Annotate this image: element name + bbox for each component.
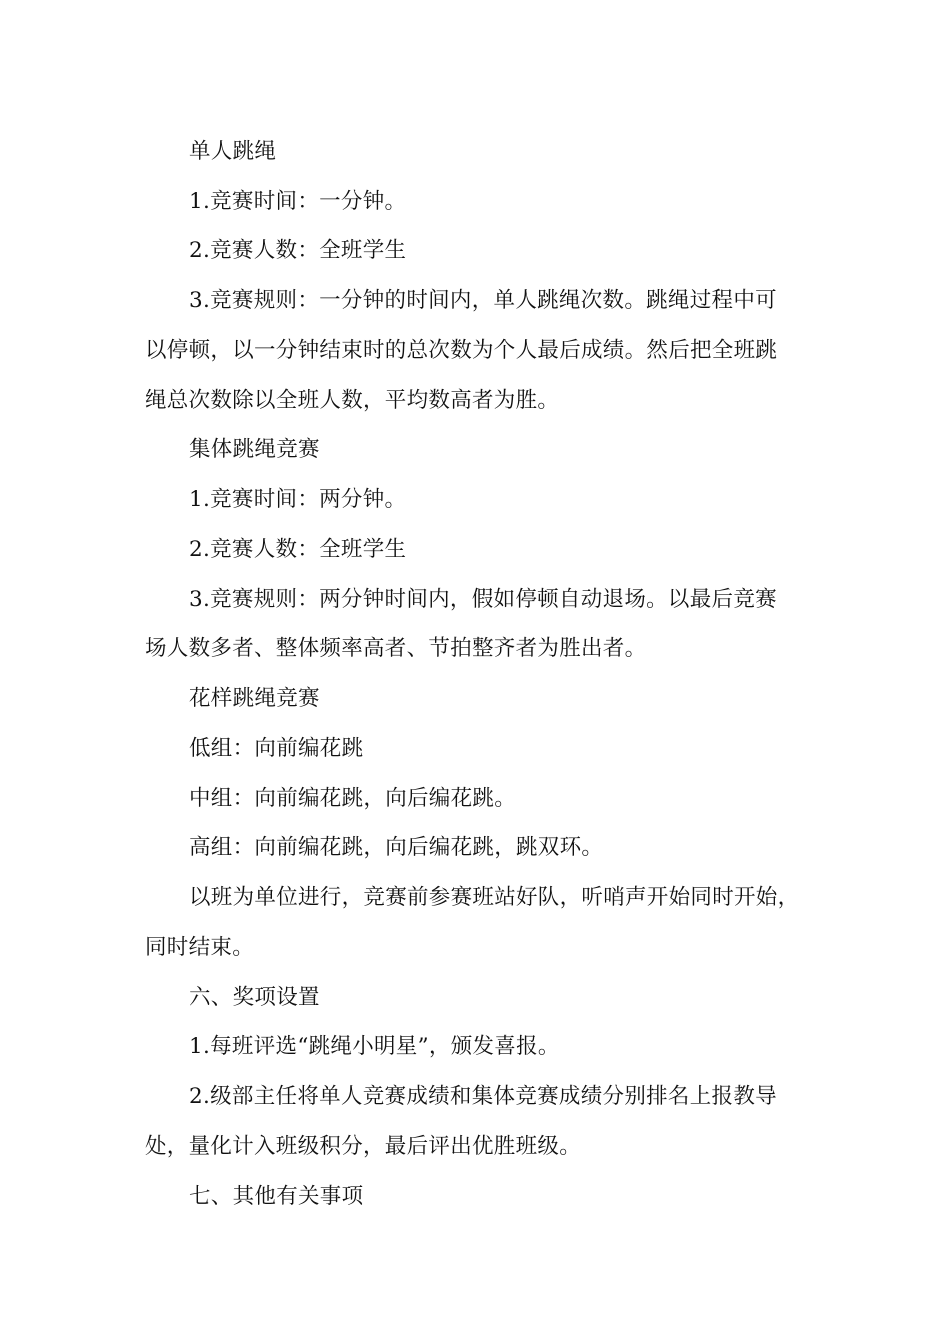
heading-awards: 六、奖项设置: [189, 985, 320, 1010]
paragraph-line: 处，量化计入班级积分，最后评出优胜班级。: [145, 1134, 582, 1159]
paragraph-line: 2.竞赛人数：全班学生: [189, 537, 407, 562]
paragraph-line: 同时结束。: [145, 935, 255, 960]
heading-group-rope: 集体跳绳竞赛: [189, 437, 320, 462]
paragraph-line: 高组：向前编花跳，向后编花跳，跳双环。: [189, 835, 604, 860]
paragraph-line: 2.级部主任将单人竞赛成绩和集体竞赛成绩分别排名上报教导: [189, 1084, 777, 1109]
paragraph-line: 3.竞赛规则：一分钟的时间内，单人跳绳次数。跳绳过程中可: [189, 288, 777, 313]
paragraph-line: 场人数多者、整体频率高者、节拍整齐者为胜出者。: [145, 636, 647, 661]
paragraph-line: 以停顿，以一分钟结束时的总次数为个人最后成绩。然后把全班跳: [145, 338, 778, 363]
heading-single-rope: 单人跳绳: [189, 139, 277, 164]
heading-other-matters: 七、其他有关事项: [189, 1184, 364, 1209]
paragraph-line: 1.竞赛时间：两分钟。: [189, 487, 407, 512]
paragraph-line: 绳总次数除以全班人数，平均数高者为胜。: [145, 388, 560, 413]
paragraph-line: 3.竞赛规则：两分钟时间内，假如停顿自动退场。以最后竞赛: [189, 587, 777, 612]
paragraph-line: 低组：向前编花跳: [189, 736, 364, 761]
heading-fancy-rope: 花样跳绳竞赛: [189, 686, 320, 711]
paragraph-line: 1.竞赛时间：一分钟。: [189, 189, 407, 214]
paragraph-line: 中组：向前编花跳，向后编花跳。: [189, 786, 517, 811]
paragraph-line: 2.竞赛人数：全班学生: [189, 238, 407, 263]
paragraph-line: 1.每班评选“跳绳小明星”，颁发喜报。: [189, 1034, 560, 1059]
paragraph-line: 以班为单位进行，竞赛前参赛班站好队，听哨声开始同时开始，: [189, 885, 800, 910]
